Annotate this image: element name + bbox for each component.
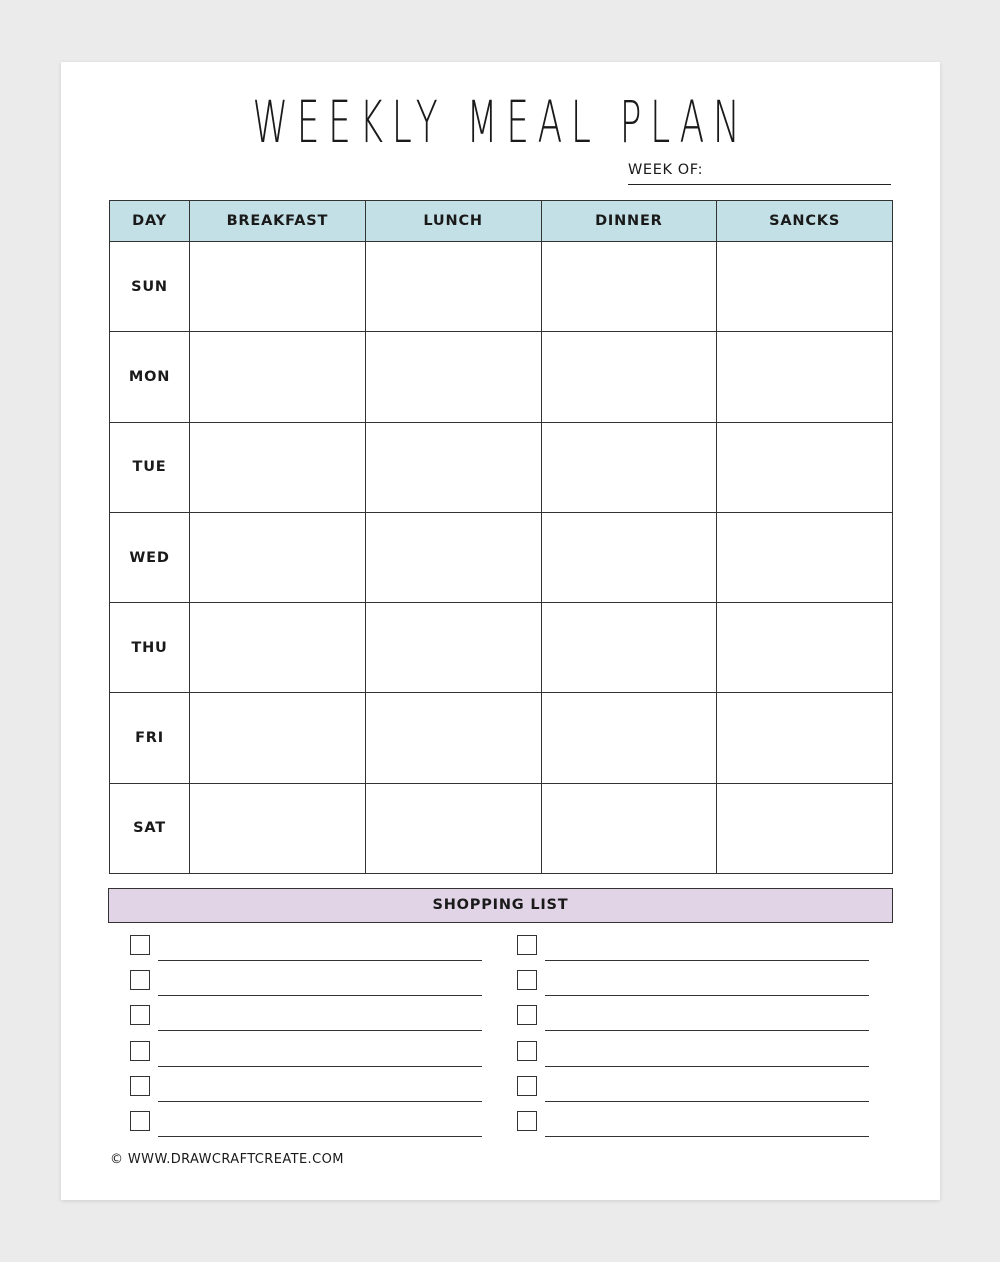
checkbox[interactable] <box>517 1041 537 1061</box>
list-item <box>517 1073 872 1108</box>
day-label: WED <box>110 512 190 602</box>
item-line[interactable] <box>158 1136 482 1137</box>
lunch-cell[interactable] <box>365 332 541 422</box>
snacks-cell[interactable] <box>717 422 893 512</box>
day-label: TUE <box>110 422 190 512</box>
checkbox[interactable] <box>517 1076 537 1096</box>
breakfast-cell[interactable] <box>190 332 366 422</box>
list-item <box>130 1073 485 1108</box>
item-line[interactable] <box>158 995 482 996</box>
meal-plan-table <box>109 200 893 874</box>
table-row <box>110 512 893 602</box>
dinner-cell[interactable] <box>541 512 717 602</box>
list-item <box>130 932 485 967</box>
day-label: FRI <box>110 693 190 783</box>
week-of-label: WEEK OF: <box>628 162 704 178</box>
snacks-cell[interactable] <box>717 693 893 783</box>
dinner-cell[interactable] <box>541 603 717 693</box>
item-line[interactable] <box>545 1066 869 1067</box>
snacks-cell[interactable] <box>717 783 893 873</box>
checkbox[interactable] <box>130 1041 150 1061</box>
item-line[interactable] <box>545 1136 869 1137</box>
dinner-cell[interactable] <box>541 693 717 783</box>
item-line[interactable] <box>545 1030 869 1031</box>
snacks-cell[interactable] <box>717 332 893 422</box>
lunch-cell[interactable] <box>365 783 541 873</box>
list-item <box>517 932 872 967</box>
column-header-dinner: DINNER <box>541 201 717 242</box>
dinner-cell[interactable] <box>541 332 717 422</box>
list-item <box>517 1108 872 1143</box>
dinner-cell[interactable] <box>541 242 717 332</box>
lunch-cell[interactable] <box>365 242 541 332</box>
checkbox[interactable] <box>130 935 150 955</box>
checkbox[interactable] <box>130 1111 150 1131</box>
column-header-breakfast: BREAKFAST <box>190 201 366 242</box>
shopping-list-column-left <box>130 932 485 1143</box>
item-line[interactable] <box>158 1066 482 1067</box>
dinner-cell[interactable] <box>541 783 717 873</box>
table-row <box>110 603 893 693</box>
table-row <box>110 332 893 422</box>
item-line[interactable] <box>158 1030 482 1031</box>
copyright-footer: © WWW.DRAWCRAFTCREATE.COM <box>110 1152 344 1167</box>
page-title: WEEKLY MEAL PLAN <box>252 88 749 156</box>
item-line[interactable] <box>545 1101 869 1102</box>
item-line[interactable] <box>158 1101 482 1102</box>
checkbox[interactable] <box>517 970 537 990</box>
day-label: MON <box>110 332 190 422</box>
table-row <box>110 422 893 512</box>
list-item <box>130 1002 485 1037</box>
column-header-day: DAY <box>110 201 190 242</box>
list-item <box>517 1002 872 1037</box>
checkbox[interactable] <box>517 1111 537 1131</box>
column-header-snacks: SANCKS <box>717 201 893 242</box>
checkbox[interactable] <box>130 1076 150 1096</box>
checkbox[interactable] <box>517 1005 537 1025</box>
breakfast-cell[interactable] <box>190 693 366 783</box>
lunch-cell[interactable] <box>365 603 541 693</box>
checkbox[interactable] <box>130 970 150 990</box>
breakfast-cell[interactable] <box>190 242 366 332</box>
list-item <box>517 1038 872 1073</box>
list-item <box>130 1038 485 1073</box>
snacks-cell[interactable] <box>717 603 893 693</box>
week-of-field[interactable] <box>628 159 891 185</box>
day-label: THU <box>110 603 190 693</box>
item-line[interactable] <box>545 960 869 961</box>
item-line[interactable] <box>545 995 869 996</box>
checkbox[interactable] <box>517 935 537 955</box>
lunch-cell[interactable] <box>365 512 541 602</box>
breakfast-cell[interactable] <box>190 512 366 602</box>
day-label: SUN <box>110 242 190 332</box>
breakfast-cell[interactable] <box>190 422 366 512</box>
column-header-lunch: LUNCH <box>365 201 541 242</box>
breakfast-cell[interactable] <box>190 783 366 873</box>
list-item <box>517 967 872 1002</box>
lunch-cell[interactable] <box>365 422 541 512</box>
table-row <box>110 783 893 873</box>
breakfast-cell[interactable] <box>190 603 366 693</box>
dinner-cell[interactable] <box>541 422 717 512</box>
meal-plan-sheet <box>61 62 940 1200</box>
list-item <box>130 967 485 1002</box>
shopping-list-column-right <box>517 932 872 1143</box>
item-line[interactable] <box>158 960 482 961</box>
table-row <box>110 693 893 783</box>
shopping-list-header: SHOPPING LIST <box>108 888 893 923</box>
table-header-row <box>110 201 893 242</box>
snacks-cell[interactable] <box>717 512 893 602</box>
day-label: SAT <box>110 783 190 873</box>
table-row <box>110 242 893 332</box>
lunch-cell[interactable] <box>365 693 541 783</box>
list-item <box>130 1108 485 1143</box>
snacks-cell[interactable] <box>717 242 893 332</box>
checkbox[interactable] <box>130 1005 150 1025</box>
